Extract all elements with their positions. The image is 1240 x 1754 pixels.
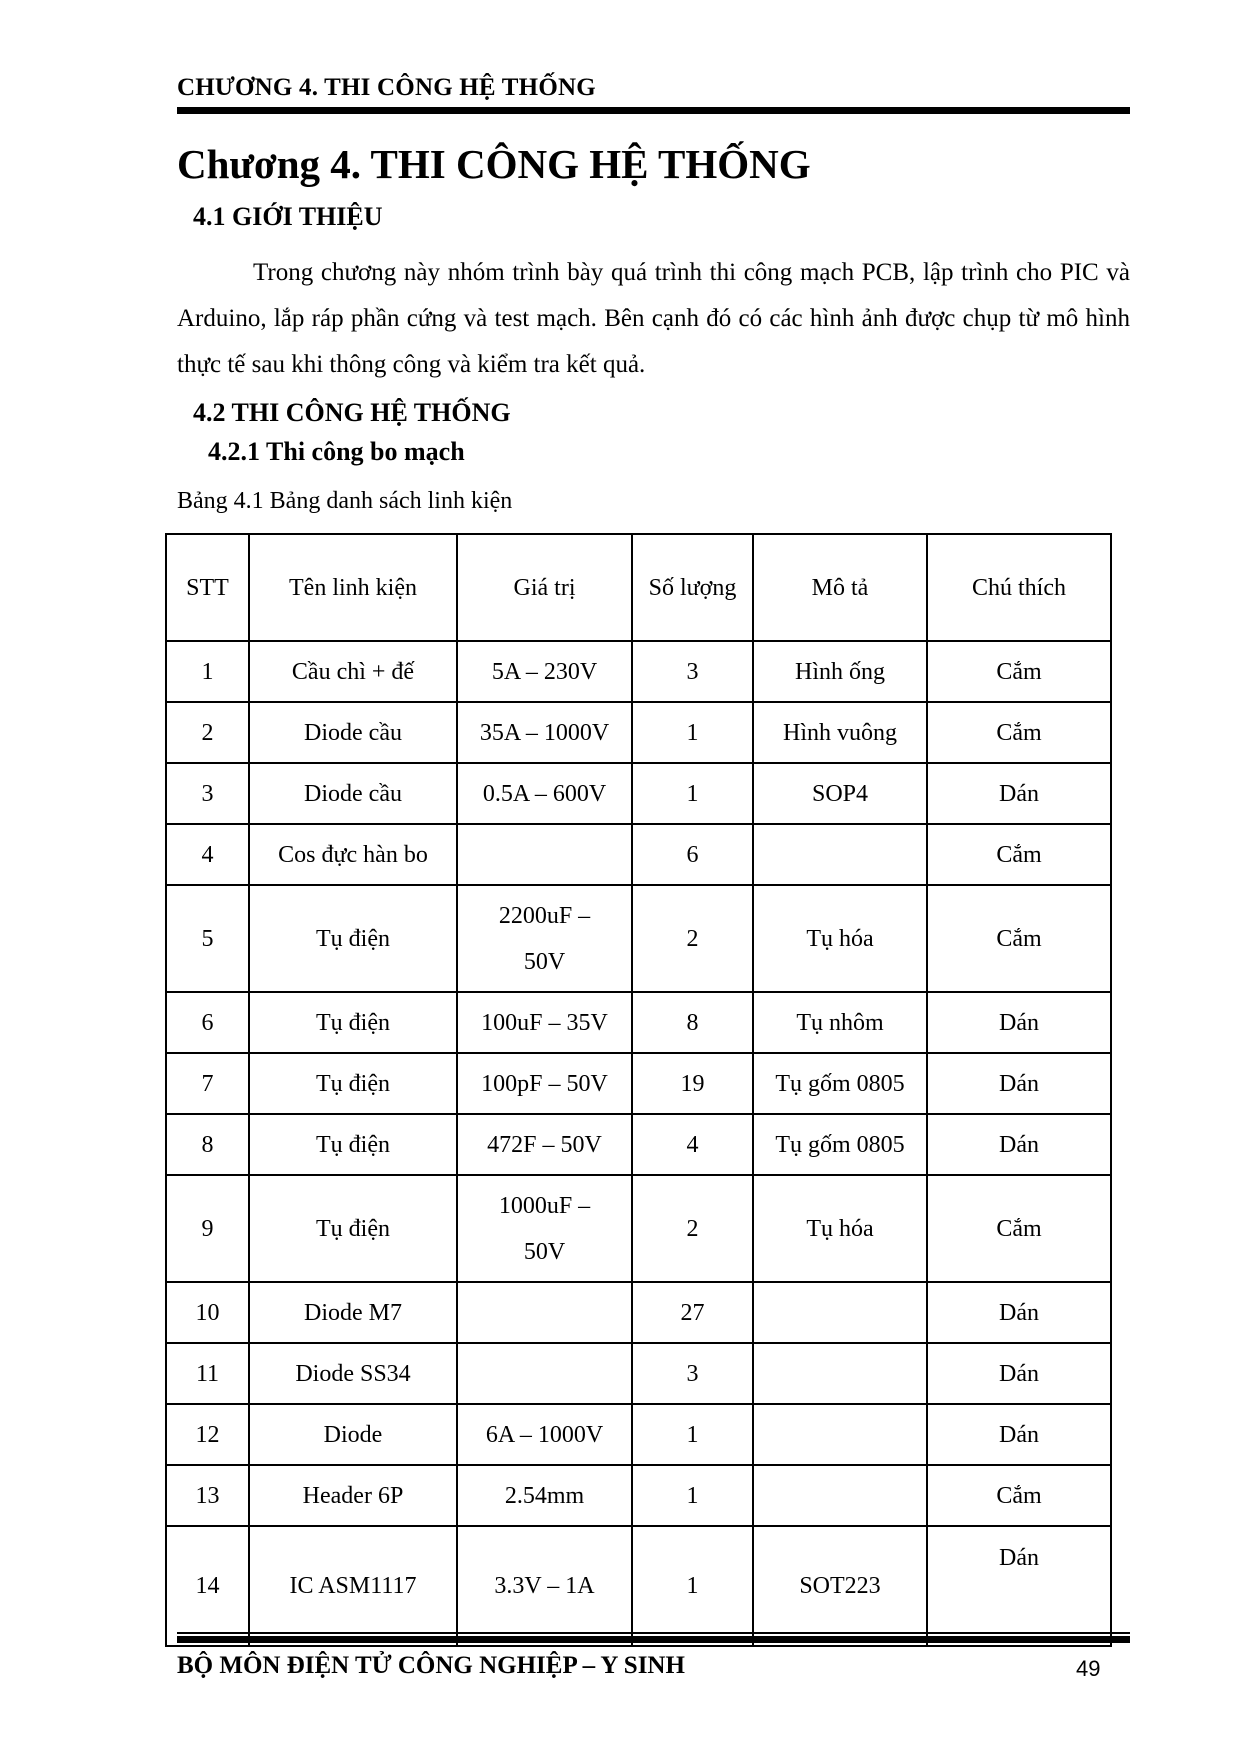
footer-rule-thin (177, 1632, 1130, 1634)
cell-quantity: 2 (632, 1175, 753, 1282)
cell-quantity: 1 (632, 1465, 753, 1526)
cell-value: 2.54mm (457, 1465, 632, 1526)
cell-name: Diode cầu (249, 702, 457, 763)
cell-description (753, 1465, 927, 1526)
cell-description: Tụ gốm 0805 (753, 1053, 927, 1114)
table-row (166, 641, 1111, 702)
cell-value (457, 824, 632, 885)
cell-stt: 1 (166, 641, 249, 702)
cell-description: SOT223 (753, 1526, 927, 1646)
cell-value: 1000uF – 50V (457, 1175, 632, 1282)
table-row (166, 702, 1111, 763)
cell-quantity: 3 (632, 1343, 753, 1404)
cell-name: Tụ điện (249, 1175, 457, 1282)
cell-stt: 2 (166, 702, 249, 763)
cell-name: Header 6P (249, 1465, 457, 1526)
table-row (166, 1114, 1111, 1175)
cell-note: Cắm (927, 1175, 1111, 1282)
cell-description (753, 824, 927, 885)
table-row (166, 824, 1111, 885)
cell-description (753, 1343, 927, 1404)
cell-value: 0.5A – 600V (457, 763, 632, 824)
cell-note: Dán (927, 992, 1111, 1053)
cell-quantity: 3 (632, 641, 753, 702)
table-row (166, 1404, 1111, 1465)
cell-quantity: 27 (632, 1282, 753, 1343)
table-row (166, 1053, 1111, 1114)
cell-note: Dán (927, 1404, 1111, 1465)
cell-name: Tụ điện (249, 1114, 457, 1175)
cell-quantity: 2 (632, 885, 753, 992)
cell-name: Diode M7 (249, 1282, 457, 1343)
cell-note: Cắm (927, 885, 1111, 992)
cell-stt: 12 (166, 1404, 249, 1465)
cell-description: Tụ hóa (753, 1175, 927, 1282)
component-list-table (165, 533, 1112, 1647)
table-header-row (166, 534, 1111, 641)
cell-value: 3.3V – 1A (457, 1526, 632, 1646)
cell-value: 5A – 230V (457, 641, 632, 702)
cell-note: Cắm (927, 702, 1111, 763)
header-rule (177, 107, 1130, 114)
cell-quantity: 1 (632, 763, 753, 824)
cell-stt: 4 (166, 824, 249, 885)
cell-quantity: 1 (632, 702, 753, 763)
cell-note: Dán (927, 1282, 1111, 1343)
cell-quantity: 4 (632, 1114, 753, 1175)
cell-description: Tụ gốm 0805 (753, 1114, 927, 1175)
column-header-name: Tên linh kiện (249, 534, 457, 641)
footer-rule (177, 1636, 1130, 1643)
cell-value: 472F – 50V (457, 1114, 632, 1175)
table-row (166, 1465, 1111, 1526)
cell-value (457, 1282, 632, 1343)
cell-description: SOP4 (753, 763, 927, 824)
footer-department: BỘ MÔN ĐIỆN TỬ CÔNG NGHIỆP – Y SINH (177, 1652, 685, 1679)
cell-note: Dán (927, 1114, 1111, 1175)
cell-stt: 3 (166, 763, 249, 824)
cell-note: Dán (927, 1526, 1111, 1646)
column-header-description: Mô tả (753, 534, 927, 641)
cell-value: 2200uF – 50V (457, 885, 632, 992)
cell-description: Hình ống (753, 641, 927, 702)
cell-note: Cắm (927, 824, 1111, 885)
column-header-quantity: Số lượng (632, 534, 753, 641)
cell-quantity: 6 (632, 824, 753, 885)
cell-stt: 8 (166, 1114, 249, 1175)
cell-stt: 7 (166, 1053, 249, 1114)
cell-note: Cắm (927, 641, 1111, 702)
cell-value: 6A – 1000V (457, 1404, 632, 1465)
table-caption: Bảng 4.1 Bảng danh sách linh kiện (177, 488, 513, 514)
cell-description: Hình vuông (753, 702, 927, 763)
cell-note: Dán (927, 1343, 1111, 1404)
intro-paragraph: Trong chương này nhóm trình bày quá trình thi công mạch PCB, lập trình cho PIC và Arduino, lắp ráp phần cứng và test mạch. Bên cạnh đó có các hình ảnh được chụp từ mô hình thực tế sau khi thông công và kiểm tra kết quả. (177, 259, 1130, 378)
cell-stt: 5 (166, 885, 249, 992)
cell-stt: 13 (166, 1465, 249, 1526)
table-row (166, 1175, 1111, 1282)
cell-stt: 6 (166, 992, 249, 1053)
cell-quantity: 1 (632, 1526, 753, 1646)
cell-value (457, 1343, 632, 1404)
table-row (166, 1282, 1111, 1343)
column-header-stt: STT (166, 534, 249, 641)
cell-description (753, 1282, 927, 1343)
cell-name: Diode SS34 (249, 1343, 457, 1404)
table-row (166, 885, 1111, 992)
cell-stt: 9 (166, 1175, 249, 1282)
cell-name: Tụ điện (249, 1053, 457, 1114)
table-row (166, 992, 1111, 1053)
cell-name: Tụ điện (249, 992, 457, 1053)
cell-name: Diode cầu (249, 763, 457, 824)
page-number: 49 (1076, 1656, 1101, 1681)
table-row (166, 1526, 1111, 1646)
cell-quantity: 8 (632, 992, 753, 1053)
cell-note: Dán (927, 763, 1111, 824)
subsection-heading-board: 4.2.1 Thi công bo mạch (208, 437, 465, 466)
cell-name: IC ASM1117 (249, 1526, 457, 1646)
cell-value: 100pF – 50V (457, 1053, 632, 1114)
cell-name: Cos đực hàn bo (249, 824, 457, 885)
cell-name: Cầu chì + đế (249, 641, 457, 702)
cell-name: Diode (249, 1404, 457, 1465)
cell-name: Tụ điện (249, 885, 457, 992)
cell-quantity: 1 (632, 1404, 753, 1465)
cell-value: 35A – 1000V (457, 702, 632, 763)
chapter-title: Chương 4. THI CÔNG HỆ THỐNG (177, 141, 811, 187)
running-header: CHƯƠNG 4. THI CÔNG HỆ THỐNG (177, 74, 596, 101)
column-header-note: Chú thích (927, 534, 1111, 641)
cell-value: 100uF – 35V (457, 992, 632, 1053)
cell-description: Tụ hóa (753, 885, 927, 992)
section-heading-intro: 4.1 GIỚI THIỆU (193, 202, 383, 231)
cell-stt: 14 (166, 1526, 249, 1646)
section-heading-construction: 4.2 THI CÔNG HỆ THỐNG (193, 398, 511, 427)
cell-stt: 10 (166, 1282, 249, 1343)
cell-description (753, 1404, 927, 1465)
column-header-value: Giá trị (457, 534, 632, 641)
cell-note: Dán (927, 1053, 1111, 1114)
cell-note: Cắm (927, 1465, 1111, 1526)
table-row (166, 1343, 1111, 1404)
cell-quantity: 19 (632, 1053, 753, 1114)
table-row (166, 763, 1111, 824)
cell-stt: 11 (166, 1343, 249, 1404)
cell-description: Tụ nhôm (753, 992, 927, 1053)
